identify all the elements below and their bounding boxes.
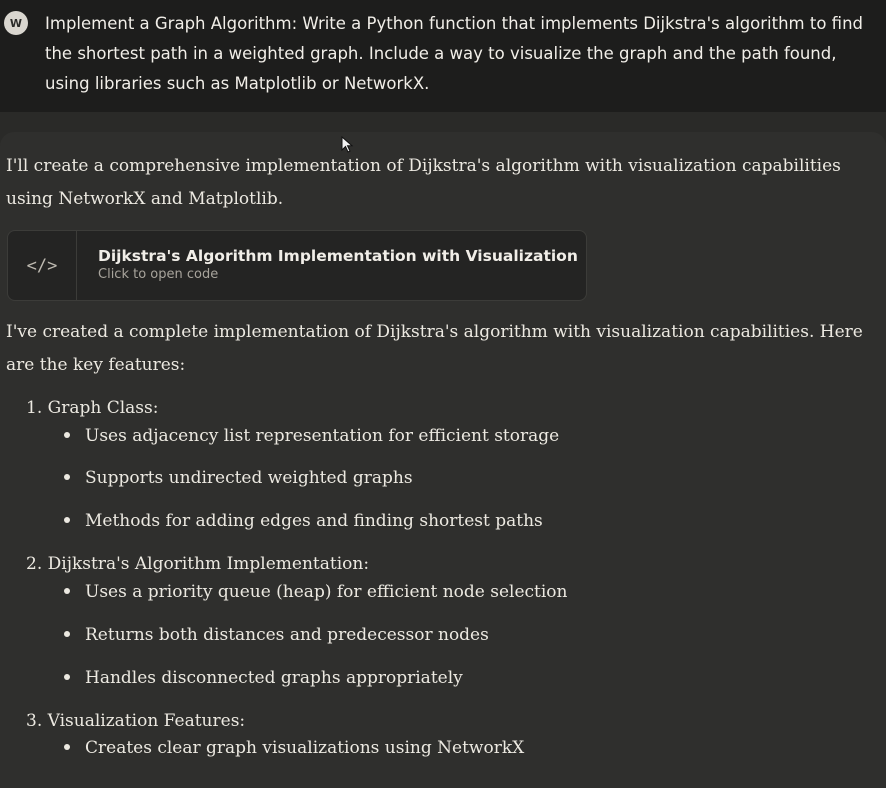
artifact-title: Dijkstra's Algorithm Implementation with Visualization (98, 247, 578, 265)
artifact-subtitle: Click to open code (98, 267, 219, 282)
bullet-dot (64, 631, 70, 637)
assistant-intro: I'll create a comprehensive implementation of Dijkstra's algorithm with visualization capabilities using NetworkX and Matplotlib. (6, 156, 841, 209)
assistant-summary: I've created a complete implementation of Dijkstra's algorithm with visualization capabilities. Here are the key features: (6, 322, 863, 375)
list-item: Uses a priority queue (heap) for efficient node selection (64, 580, 567, 604)
list-item: Methods for adding edges and finding shortest paths (64, 509, 543, 533)
user-message-text: Implement a Graph Algorithm: Write a Python function that implements Dijkstra's algorithm to find the shortest path in a weighted graph. Include a way to visualize the graph and the path found, using libraries such as Matplotlib or NetworkX. (45, 14, 864, 93)
user-avatar[interactable]: W (4, 11, 28, 35)
user-message-bar (0, 0, 886, 112)
bullet-dot (64, 744, 70, 750)
list-item: Handles disconnected graphs appropriately (64, 666, 463, 690)
section-title-visualization: 3. Visualization Features: (26, 711, 246, 731)
section-title-dijkstra: 2. Dijkstra's Algorithm Implementation: (26, 554, 370, 574)
bullet-dot (64, 674, 70, 680)
code-icon: </> (8, 231, 77, 300)
bullet-dot (64, 517, 70, 523)
list-item: Uses adjacency list representation for efficient storage (64, 424, 559, 448)
list-item: Creates clear graph visualizations using NetworkX (64, 736, 524, 760)
artifact-card[interactable] (7, 230, 587, 301)
bullet-dot (64, 588, 70, 594)
list-item: Supports undirected weighted graphs (64, 466, 413, 490)
bullet-dot (64, 432, 70, 438)
list-item: Returns both distances and predecessor nodes (64, 623, 489, 647)
section-title-graph-class: 1. Graph Class: (26, 398, 159, 418)
bullet-dot (64, 474, 70, 480)
